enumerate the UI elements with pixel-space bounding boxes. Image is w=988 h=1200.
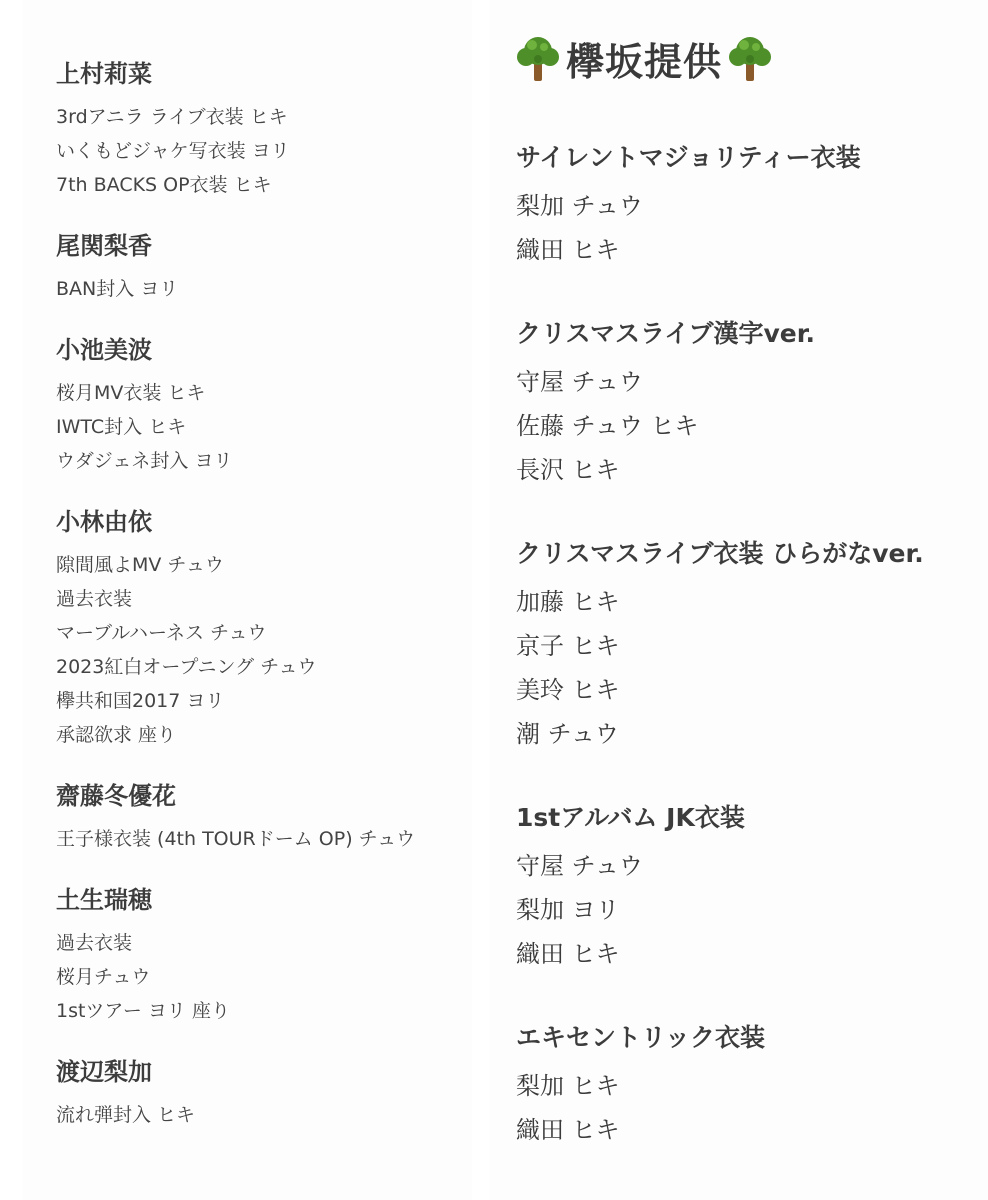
costume-section: [516, 1018, 988, 1152]
costume-section: [516, 798, 988, 976]
member-section: [56, 778, 472, 856]
member-item: 欅共和国2017 ヨリ: [56, 690, 225, 712]
costume-item: 織田 ヒキ: [516, 236, 620, 264]
member-item: 承認欲求 座り: [56, 724, 177, 746]
panel-title: [516, 28, 988, 88]
costume-section: [516, 534, 988, 756]
member-name: 渡辺梨加: [56, 1058, 152, 1086]
member-item: マーブルハーネス チュウ: [56, 622, 267, 644]
costume-section: [516, 138, 988, 272]
costume-heading: クリスマスライブ漢字ver.: [516, 319, 816, 348]
member-name: 小池美波: [56, 336, 152, 364]
costume-item: 加藤 ヒキ: [516, 588, 620, 616]
costume-item: 梨加 ヨリ: [516, 896, 620, 924]
member-item: 2023紅白オープニング チュウ: [56, 656, 317, 678]
member-name: 齋藤冬優花: [56, 782, 176, 810]
member-item: 隙間風よMV チュウ: [56, 554, 224, 576]
costume-heading: エキセントリック衣装: [516, 1023, 766, 1052]
costume-item: 梨加 ヒキ: [516, 1072, 620, 1100]
costume-item: 美玲 ヒキ: [516, 676, 620, 704]
costume-item: 長沢 ヒキ: [516, 456, 620, 484]
member-item: 過去衣装: [56, 932, 133, 954]
member-name: 小林由依: [56, 508, 152, 536]
member-list-panel: [22, 0, 472, 1200]
costume-item: 織田 ヒキ: [516, 940, 620, 968]
member-name: 土生瑞穂: [56, 886, 152, 914]
member-item: 7th BACKS OP衣装 ヒキ: [56, 174, 272, 196]
member-section: [56, 504, 472, 752]
costume-heading: サイレントマジョリティー衣装: [516, 143, 861, 172]
member-item: 桜月チュウ: [56, 966, 151, 988]
member-section: [56, 332, 472, 478]
member-item: 1stツアー ヨリ 座り: [56, 1000, 230, 1022]
costume-item: 守屋 チュウ: [516, 368, 643, 396]
costume-item: 佐藤 チュウ ヒキ: [516, 412, 699, 440]
member-section: [56, 228, 472, 306]
member-item: ウダジェネ封入 ヨリ: [56, 450, 233, 472]
costume-item: 京子 ヒキ: [516, 632, 620, 660]
member-item: 過去衣装: [56, 588, 133, 610]
panel-title-text: 欅坂提供: [566, 39, 723, 84]
tree-icon: [728, 33, 772, 83]
member-section: [56, 1054, 472, 1132]
costume-item: 織田 ヒキ: [516, 1116, 620, 1144]
member-item: いくもどジャケ写衣装 ヨリ: [56, 140, 290, 162]
costume-item: 守屋 チュウ: [516, 852, 643, 880]
member-item: 3rdアニラ ライブ衣装 ヒキ: [56, 106, 288, 128]
tree-icon: [516, 33, 560, 83]
member-item: BAN封入 ヨリ: [56, 278, 179, 300]
member-section: [56, 56, 472, 202]
costume-section: [516, 314, 988, 492]
costume-heading: 1stアルバム JK衣装: [516, 803, 745, 832]
costume-item: 梨加 チュウ: [516, 192, 643, 220]
keyaki-provided-panel: [490, 0, 988, 1200]
member-name: 尾関梨香: [56, 232, 152, 260]
member-name: 上村莉菜: [56, 60, 152, 88]
member-item: 王子様衣装 (4th TOURドーム OP) チュウ: [56, 828, 416, 850]
member-item: 桜月MV衣装 ヒキ: [56, 382, 206, 404]
member-item: IWTC封入 ヒキ: [56, 416, 187, 438]
costume-heading: クリスマスライブ衣装 ひらがなver.: [516, 539, 924, 568]
costume-item: 潮 チュウ: [516, 720, 619, 748]
member-section: [56, 882, 472, 1028]
member-item: 流れ弾封入 ヒキ: [56, 1104, 196, 1126]
